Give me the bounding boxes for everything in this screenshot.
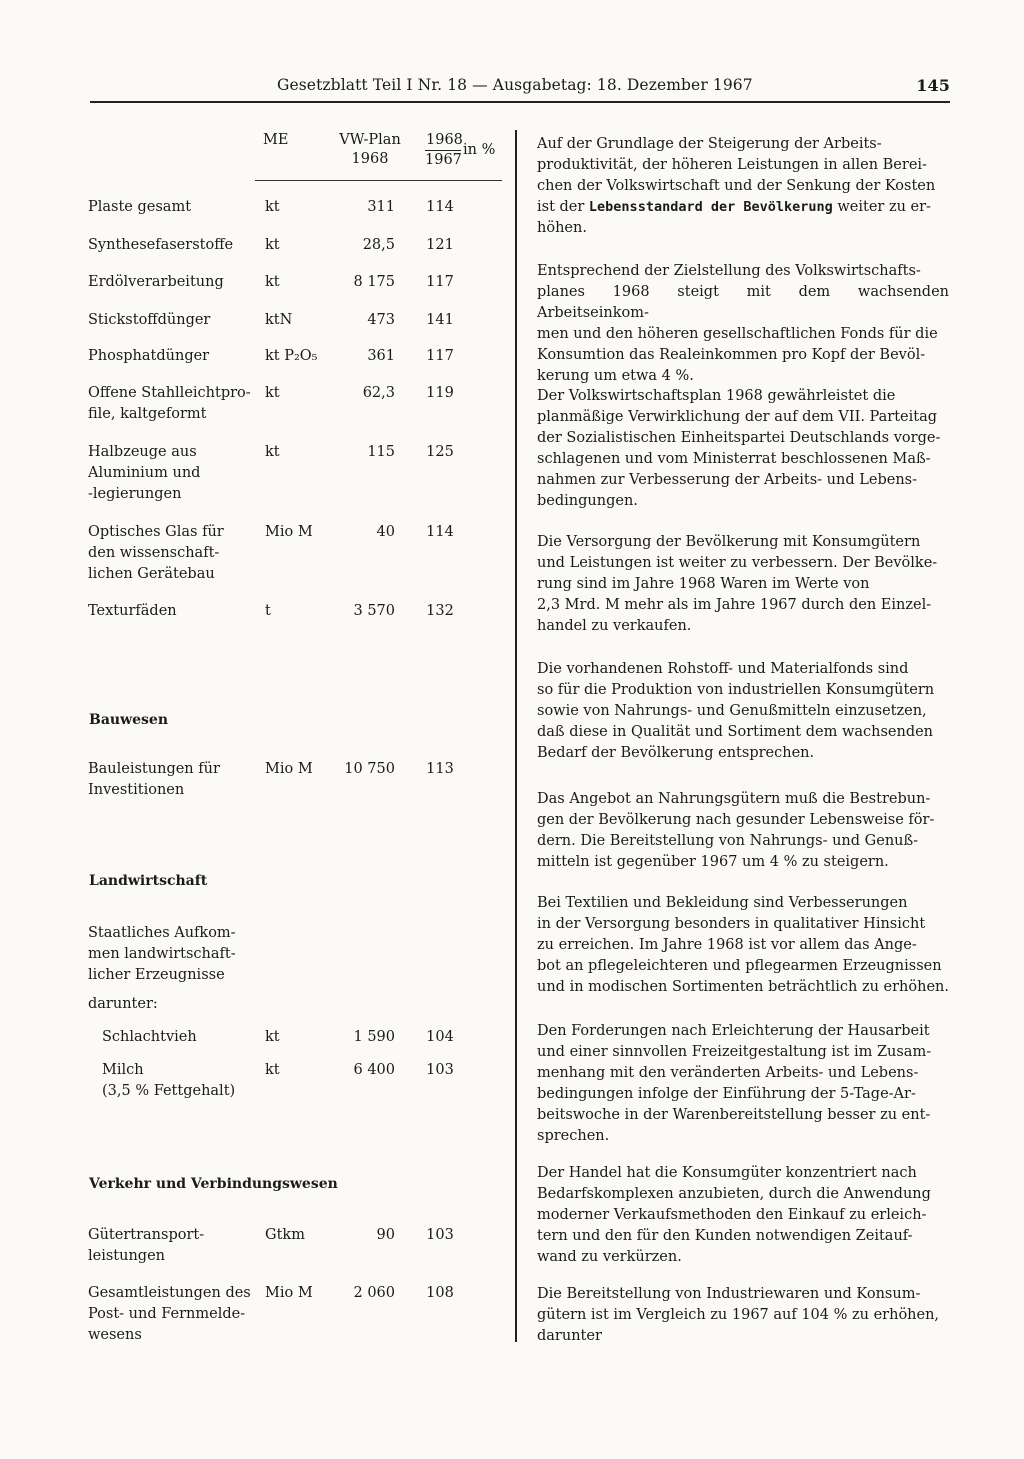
column-header-me: ME: [263, 132, 289, 148]
table-row-label-line: den wissenschaft-: [88, 545, 220, 561]
paragraph-7: [537, 893, 949, 998]
paragraph-text: rung sind im Jahre 1968 Waren im Werte von: [537, 576, 870, 592]
table-cell-plan: 62,3: [362, 385, 395, 401]
landwirtschaft-intro: [88, 923, 268, 986]
table-cell-me: kt: [265, 237, 280, 253]
landwirtschaft-intro-line: Staatliches Aufkom-: [88, 925, 236, 941]
table-row-label-line: file, kaltgeformt: [88, 406, 207, 422]
table-row-label-line: Synthesefaserstoffe: [88, 237, 234, 253]
table-cell-pct: 113: [426, 761, 454, 777]
paragraph-text: moderner Verkaufsmethoden den Einkauf zu erleich-: [537, 1207, 927, 1223]
table-cell-me: kt: [265, 444, 280, 460]
table-cell-plan: 311: [367, 199, 395, 215]
paragraph-text: in der Versorgung besonders in qualitativer Hinsicht: [537, 916, 926, 932]
paragraph-text: Die Versorgung der Bevölkerung mit Konsumgütern: [537, 534, 921, 550]
paragraph-text: menhang mit den veränderten Arbeits- und Lebens-: [537, 1065, 919, 1081]
table-cell-pct: 103: [426, 1227, 454, 1243]
page-number: 145: [916, 76, 950, 95]
table-row-label: [102, 1027, 272, 1048]
paragraph-text: zu erreichen. Im Jahre 1968 ist vor allem das Ange-: [537, 937, 917, 953]
section-heading-verkehr: Verkehr und Verbindungswesen: [89, 1176, 338, 1192]
table-row-label-line: Bauleistungen für: [88, 761, 220, 777]
paragraph-3: [537, 386, 949, 512]
table-cell-plan: 361: [367, 348, 395, 364]
table-row-label-line: -legierungen: [88, 486, 182, 502]
table-cell-pct: 119: [426, 385, 454, 401]
paragraph-text: ist der: [537, 199, 589, 215]
emphasis-text: Lebensstandard der Bevölkerung: [588, 199, 833, 215]
column-header-ratio-num: 1968: [425, 131, 461, 151]
table-cell-me: Mio M: [265, 524, 313, 540]
table-cell-me: kt: [265, 199, 280, 215]
paragraph-text: weiter zu er-: [832, 199, 931, 215]
paragraph-1: [537, 134, 949, 239]
paragraph-text: Die Bereitstellung von Industriewaren und Konsum-: [537, 1286, 921, 1302]
paragraph-text: planes 1968 steigt mit dem wachsenden Arbeitseinkom-: [537, 284, 949, 321]
paragraph-text: Die vorhandenen Rohstoff- und Materialfonds sind: [537, 661, 909, 677]
table-row-label-line: Investitionen: [88, 782, 185, 798]
paragraph-9: [537, 1163, 949, 1268]
column-header-ratio: [425, 131, 461, 170]
column-header-plan-line1: VW-Plan: [339, 132, 401, 148]
paragraph-6: [537, 789, 949, 873]
paragraph-text: dern. Die Bereitstellung von Nahrungs- und Genuß-: [537, 833, 919, 849]
table-row-label: [88, 197, 258, 218]
table-cell-plan: 6 400: [353, 1062, 395, 1078]
paragraph-text: schlagenen und vom Ministerrat beschlossenen Maß-: [537, 451, 931, 467]
paragraph-text: bedingungen.: [537, 493, 638, 509]
table-row-label-line: Gütertransport-: [88, 1227, 205, 1243]
paragraph-text: Auf der Grundlage der Steigerung der Arbeits-: [537, 136, 882, 152]
table-row-label-line: Texturfäden: [88, 603, 177, 619]
paragraph-text: tern und den für den Kunden notwendigen Zeitauf-: [537, 1228, 913, 1244]
paragraph-text: gütern ist im Vergleich zu 1967 auf 104 % zu erhöhen,: [537, 1307, 940, 1323]
paragraph-text: Der Volkswirtschaftsplan 1968 gewährleistet die: [537, 388, 896, 404]
paragraph-text: daß diese in Qualität und Sortiment dem wachsenden: [537, 724, 934, 740]
column-header-ratio-unit: in %: [463, 142, 496, 158]
paragraph-8: [537, 1021, 949, 1147]
paragraph-text: nahmen zur Verbesserung der Arbeits- und Lebens-: [537, 472, 918, 488]
table-cell-me: Mio M: [265, 1285, 313, 1301]
table-cell-me: kt: [265, 274, 280, 290]
table-cell-pct: 103: [426, 1062, 454, 1078]
table-row-label-line: (3,5 % Fettgehalt): [102, 1083, 236, 1099]
table-row-label-line: Halbzeuge aus: [88, 444, 197, 460]
table-cell-plan: 3 570: [353, 603, 395, 619]
table-row-label-line: Schlachtvieh: [102, 1029, 197, 1045]
table-cell-pct: 132: [426, 603, 454, 619]
table-row-label: [88, 759, 258, 801]
table-cell-plan: 40: [376, 524, 395, 540]
table-row-label: [88, 383, 258, 425]
paragraph-text: höhen.: [537, 220, 587, 236]
table-cell-pct: 121: [426, 237, 454, 253]
table-row-label-line: Post- und Fernmelde-: [88, 1306, 246, 1322]
table-row-label-line: leistungen: [88, 1248, 166, 1264]
paragraph-text: Den Forderungen nach Erleichterung der Hausarbeit: [537, 1023, 930, 1039]
header-title: Gesetzblatt Teil I Nr. 18 — Ausgabetag: 18. Dezember 1967: [277, 76, 753, 94]
paragraph-text: chen der Volkswirtschaft und der Senkung der Kosten: [537, 178, 936, 194]
table-row-label: [88, 442, 258, 505]
paragraph-text: und Leistungen ist weiter zu verbessern. Der Bevölke-: [537, 555, 938, 571]
table-cell-me: Gtkm: [265, 1227, 305, 1243]
table-cell-plan: 90: [376, 1227, 395, 1243]
paragraph-5: [537, 659, 949, 764]
table-cell-pct: 125: [426, 444, 454, 460]
table-cell-plan: 28,5: [362, 237, 395, 253]
table-row-label-line: Erdölverarbeitung: [88, 274, 224, 290]
paragraph-text: und in modischen Sortimenten beträchtlich zu erhöhen.: [537, 979, 949, 995]
table-cell-pct: 108: [426, 1285, 454, 1301]
table-cell-pct: 114: [426, 524, 454, 540]
paragraph-text: Der Handel hat die Konsumgüter konzentriert nach: [537, 1165, 917, 1181]
paragraph-10: [537, 1284, 949, 1347]
column-header-rule: [255, 180, 502, 181]
table-cell-pct: 141: [426, 312, 454, 328]
table-row-label-line: Gesamtleistungen des: [88, 1285, 251, 1301]
table-row-label: [88, 235, 258, 256]
table-cell-me: kt P₂O₅: [265, 348, 318, 364]
darunter-label: darunter:: [88, 996, 158, 1012]
column-header-plan: [335, 131, 405, 169]
table-row-label: [88, 1225, 258, 1267]
table-row-label-line: lichen Gerätebau: [88, 566, 215, 582]
paragraph-text: darunter: [537, 1328, 602, 1344]
paragraph-text: Konsumtion das Realeinkommen pro Kopf der Bevöl-: [537, 347, 926, 363]
table-row-label: [88, 346, 258, 367]
paragraph-text: sowie von Nahrungs- und Genußmitteln einzusetzen,: [537, 703, 927, 719]
column-divider: [515, 130, 517, 1342]
table-cell-me: ktN: [265, 312, 293, 328]
table-row-label: [88, 522, 258, 585]
table-row-label-line: Aluminium und: [88, 465, 201, 481]
paragraph-2: [537, 261, 949, 387]
section-heading-landwirtschaft: Landwirtschaft: [89, 873, 208, 889]
table-row-label: [88, 272, 258, 293]
paragraph-text: produktivität, der höheren Leistungen in allen Berei-: [537, 157, 927, 173]
paragraph-text: bot an pflegeleichteren und pflegearmen Erzeugnissen: [537, 958, 942, 974]
paragraph-text: planmäßige Verwirklichung der auf dem VII. Parteitag: [537, 409, 938, 425]
paragraph-text: gen der Bevölkerung nach gesunder Lebensweise för-: [537, 812, 935, 828]
table-cell-plan: 8 175: [353, 274, 395, 290]
table-cell-me: t: [265, 603, 271, 619]
table-row-label-line: Offene Stahlleichtpro-: [88, 385, 251, 401]
table-cell-plan: 2 060: [353, 1285, 395, 1301]
paragraph-text: Entsprechend der Zielstellung des Volkswirtschafts-: [537, 263, 921, 279]
table-row-label: [88, 310, 258, 331]
table-row-label-line: Stickstoffdünger: [88, 312, 211, 328]
table-row-label: [88, 601, 258, 622]
table-cell-me: kt: [265, 1062, 280, 1078]
table-row-label-line: Optisches Glas für: [88, 524, 224, 540]
column-header-plan-line2: 1968: [351, 151, 389, 167]
header-rule: [90, 101, 950, 103]
table-cell-me: kt: [265, 385, 280, 401]
table-cell-plan: 473: [367, 312, 395, 328]
table-cell-pct: 117: [426, 274, 454, 290]
paragraph-text: 2,3 Mrd. M mehr als im Jahre 1967 durch den Einzel-: [537, 597, 932, 613]
paragraph-text: Bedarf der Bevölkerung entsprechen.: [537, 745, 815, 761]
paragraph-text: sprechen.: [537, 1128, 610, 1144]
paragraph-text: mitteln ist gegenüber 1967 um 4 % zu steigern.: [537, 854, 889, 870]
paragraph-text: bedingungen infolge der Einführung der 5-Tage-Ar-: [537, 1086, 916, 1102]
landwirtschaft-intro-line: licher Erzeugnisse: [88, 967, 225, 983]
table-row-label: [88, 1283, 258, 1346]
table-row-label-line: wesens: [88, 1327, 142, 1343]
section-heading-bauwesen: Bauwesen: [89, 712, 169, 728]
paragraph-text: Bei Textilien und Bekleidung sind Verbesserungen: [537, 895, 908, 911]
paragraph-text: und einer sinnvollen Freizeitgestaltung ist im Zusam-: [537, 1044, 932, 1060]
paragraph-text: wand zu verkürzen.: [537, 1249, 682, 1265]
table-row-label-line: Plaste gesamt: [88, 199, 192, 215]
column-header-ratio-den: 1967: [425, 152, 462, 168]
paragraph-text: Das Angebot an Nahrungsgütern muß die Bestrebun-: [537, 791, 931, 807]
table-row-label: [102, 1060, 272, 1102]
table-cell-me: Mio M: [265, 761, 313, 777]
paragraph-text: so für die Produktion von industriellen Konsumgütern: [537, 682, 935, 698]
table-cell-plan: 1 590: [353, 1029, 395, 1045]
paragraph-4: [537, 532, 949, 637]
table-cell-me: kt: [265, 1029, 280, 1045]
table-cell-pct: 114: [426, 199, 454, 215]
table-cell-plan: 115: [367, 444, 395, 460]
paragraph-text: beitswoche in der Warenbereitstellung besser zu ent-: [537, 1107, 931, 1123]
table-cell-pct: 104: [426, 1029, 454, 1045]
table-row-label-line: Phosphatdünger: [88, 348, 210, 364]
paragraph-text: kerung um etwa 4 %.: [537, 368, 694, 384]
table-cell-pct: 117: [426, 348, 454, 364]
paragraph-text: Bedarfskomplexen anzubieten, durch die Anwendung: [537, 1186, 931, 1202]
paragraph-text: der Sozialistischen Einheitspartei Deutschlands vorge-: [537, 430, 941, 446]
table-row-label-line: Milch: [102, 1062, 144, 1078]
paragraph-text: men und den höheren gesellschaftlichen Fonds für die: [537, 326, 938, 342]
table-cell-plan: 10 750: [344, 761, 395, 777]
landwirtschaft-intro-line: men landwirtschaft-: [88, 946, 236, 962]
paragraph-text: handel zu verkaufen.: [537, 618, 692, 634]
